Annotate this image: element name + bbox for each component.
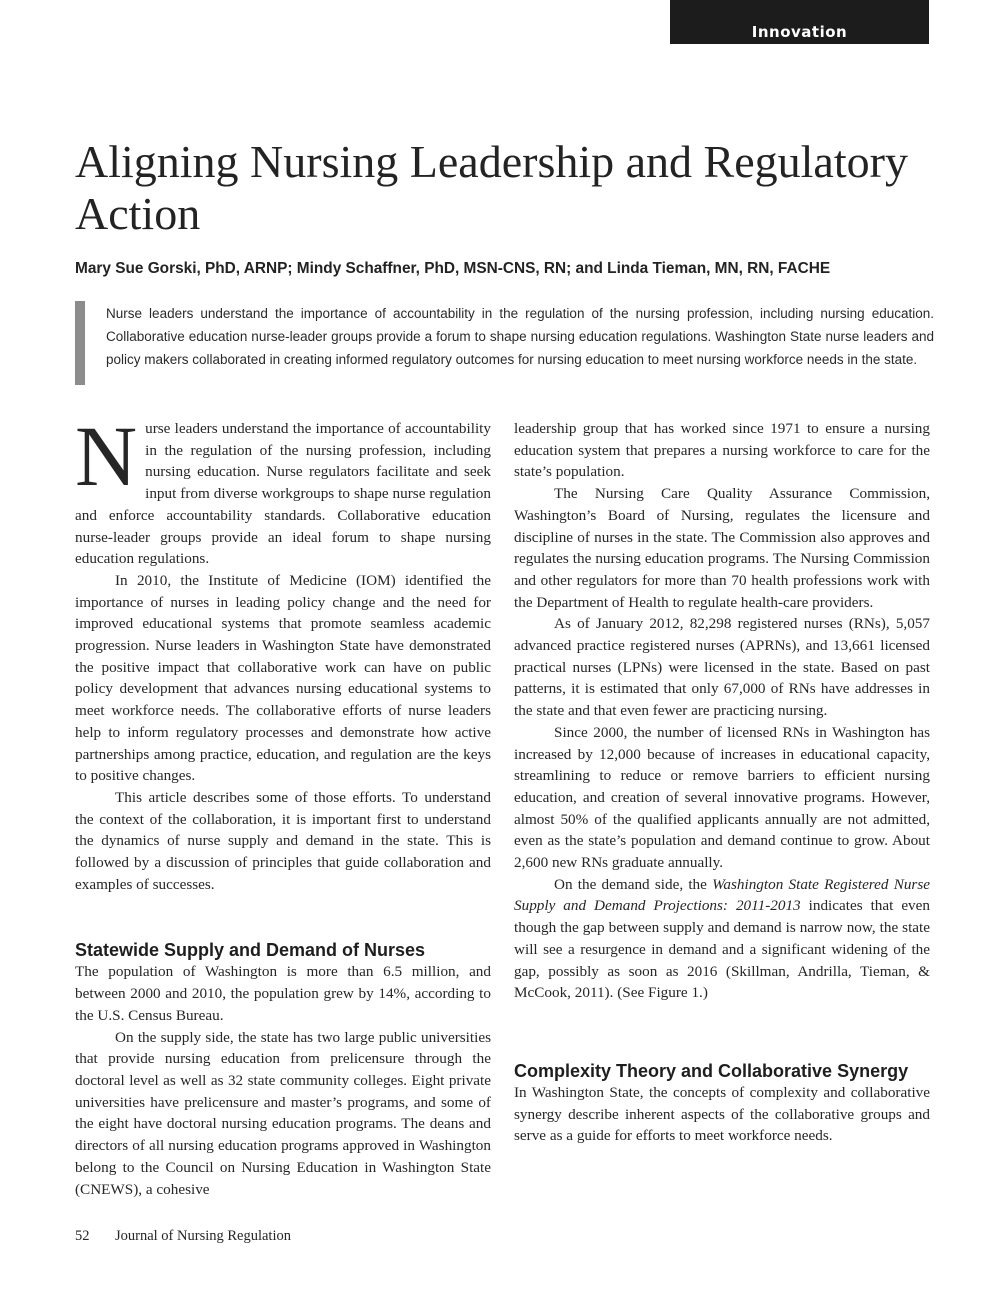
article-abstract: Nurse leaders understand the importance of accountability in the regulation of the nursing profession, including nursing education. Collaborative education nurse-leader groups provide a forum to shape nursing education regulations. Washington State nurse leaders and policy makers collaborated in creating informed regulatory outcomes for nursing education to meet nursing workforce needs in the state.: [106, 306, 934, 367]
report-title-citation: Washington State Registered Nurse Supply and Demand Projections: 2011-2013: [514, 875, 930, 915]
body-paragraph: In Washington State, the concepts of complexity and collaborative synergy describe inherent aspects of the collaborative groups and serve as a guide for efforts to meet workforce needs.: [514, 1083, 930, 1145]
demand-text-rest: indicates that even though the gap between supply and demand is narrow now, the state will see a resurgence in demand and a significant widening of the gap, possibly as soon as 2016 (Skillman, Andrilla, Tieman, & McCook, 2011). (See Figure 1.): [514, 897, 930, 1002]
body-paragraph: The population of Washington is more than 6.5 million, and between 2000 and 2010, the population grew by 14%, according to the U.S. Census Bureau.: [75, 963, 491, 1024]
page-number: 52: [75, 1228, 90, 1244]
body-paragraph: Since 2000, the number of licensed RNs in Washington has increased by 12,000 because of increases in educational capacity, streamlining to reduce or remove barriers to efficient nursing education, and creation of several innovative programs. However, almost 50% of the qualified applicants annually are not admitted, even as the state’s population and demand continue to grow. About 2,600 new RNs graduate annually.: [514, 723, 930, 872]
page-footer: [75, 1228, 291, 1245]
section-heading-supply-demand: Statewide Supply and Demand of Nurses: [75, 940, 426, 961]
drop-cap: N: [75, 408, 138, 504]
body-paragraph: This article describes some of those efforts. To understand the context of the collaboration, it is important first to understand the dynamics of nurse supply and demand in the state. This is followed by a discussion of principles that guide collaboration and examples of successes.: [75, 788, 491, 893]
intro-paragraph: [75, 408, 491, 570]
abstract-accent-bar: [75, 301, 85, 385]
body-paragraph: On the supply side, the state has two large public universities that provide nursing education from prelicensure through the doctoral level as well as 32 state community colleges. Eight private universities have prelicensure and master’s programs, and some of the eight have doctoral nursing education programs. The deans and directors of all nursing education programs approved in Washington belong to the Council on Nursing Education in Washington State (CNEWS), a cohesive: [75, 1028, 491, 1198]
right-column: [514, 418, 930, 1147]
section-heading-complexity: Complexity Theory and Collaborative Synergy: [514, 1060, 909, 1081]
article-title: Aligning Nursing Leadership and Regulatory Action: [75, 136, 908, 239]
section-label: Innovation: [670, 0, 929, 44]
body-paragraph: leadership group that has worked since 1971 to ensure a nursing education system that prepares a nursing workforce to care for the state’s population.: [514, 420, 930, 481]
demand-text-lead: On the demand side, the: [554, 875, 713, 893]
left-column: [75, 408, 491, 1200]
body-paragraph: The Nursing Care Quality Assurance Commission, Washington’s Board of Nursing, regulates the licensure and discipline of nurses in the state. The Commission also approves and regulates the nursing education programs. The Nursing Commission and other regulators for more than 70 health professions work with the Department of Health to regulate health-care providers.: [514, 485, 930, 611]
journal-name: Journal of Nursing Regulation: [115, 1228, 291, 1244]
body-paragraph: As of January 2012, 82,298 registered nurses (RNs), 5,057 advanced practice registered nurses (APRNs), and 13,661 licensed practical nurses (LPNs) were licensed in the state. Based on past patterns, it is estimated that only 67,000 of RNs have addresses in the state and that even fewer are practicing nursing.: [514, 615, 930, 720]
intro-text: urse leaders understand the importance of accountability in the regulation of the nursing profession, including nursing education. Nurse regulators facilitate and seek input from diverse workgroups to shape nurse regulation and enforce accountability standards. Collaborative education nurse-leader groups provide an ideal forum to shape nursing education regulations.: [75, 420, 491, 568]
body-paragraph-demand: [514, 874, 930, 1004]
body-paragraph: In 2010, the Institute of Medicine (IOM) identified the importance of nurses in leading policy change and the need for improved educational systems that promote seamless academic progression. Nurse leaders in Washington State have demonstrated the positive impact that collaborative work can have on public policy development that advances nursing educational systems to meet workforce needs. The collaborative efforts of nurse leaders help to inform regulatory processes and demonstrate how active partnerships among practice, education, and regulation are the keys to positive changes.: [75, 571, 491, 785]
article-authors: Mary Sue Gorski, PhD, ARNP; Mindy Schaffner, PhD, MSN-CNS, RN; and Linda Tieman, MN, RN, FACHE: [75, 260, 831, 277]
